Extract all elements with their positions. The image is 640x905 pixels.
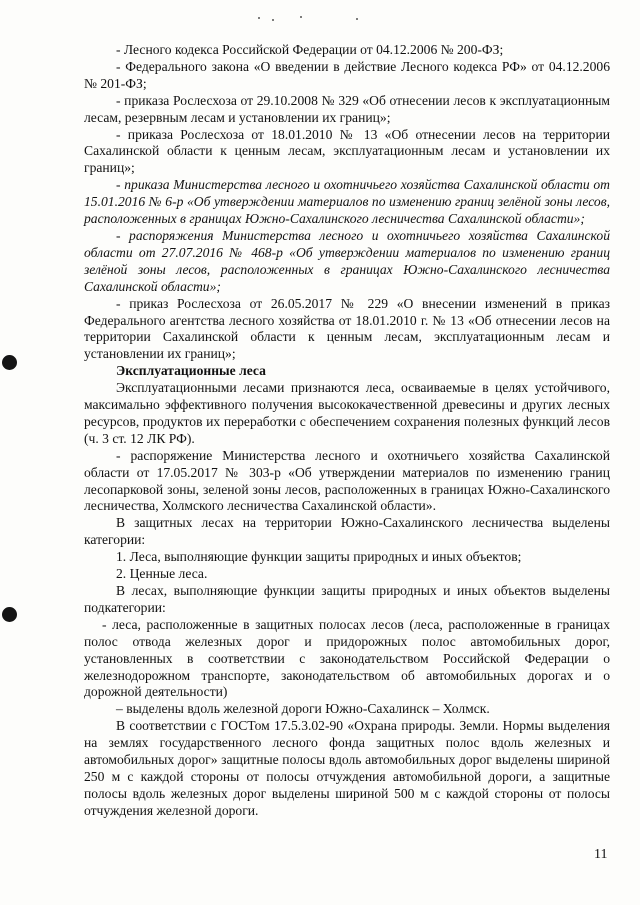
section-heading: Эксплуатационные леса bbox=[116, 363, 266, 379]
paragraph: - приказа Рослесхоза от 29.10.2008 № 329 «Об отнесении лесов к эксплуатационным лесам, резервным лесам и установлении их границ»; bbox=[84, 92, 610, 125]
paragraph: В соответствии с ГОСТом 17.5.3.02-90 «Охрана природы. Земли. Нормы выделения на землях государственного лесного фонда защитных полос вдоль железных и автомобильных дорог» защитные полосы вдоль автомобильных дорог выделены шириной 250 м с каждой стороны от полосы отчуждения автомобильной дороги, а защитные полосы вдоль железных дорог выделены шириной 500 м с каждой стороны от полосы отчуждения железной дороги. bbox=[84, 718, 610, 818]
paragraph-italic: - распоряжения Министерства лесного и охотничьего хозяйства Сахалинской области от 27.07.2016 № 468-р «Об утверждении материалов по изменению границ зелёной зоны лесов, расположенных в границах Южно-Сахалинского лесничества Сахалинской области»; bbox=[84, 227, 610, 294]
paragraph-italic: - приказа Министерства лесного и охотничьего хозяйства Сахалинской области от 15.01.2016 № 6-р «Об утверждении материалов по изменению границ зелёной зоны лесов, расположенных в границах Южно-Сахалинского лесничества Сахалинской области»; bbox=[84, 177, 610, 227]
paragraph: – выделены вдоль железной дороги Южно-Сахалинск – Холмск. bbox=[116, 701, 490, 717]
paragraph: - приказ Рослесхоза от 26.05.2017 № 229 «О внесении изменений в приказ Федерального агентства лесного хозяйства от 18.01.2010 г. № 13 «Об отнесении лесов на территории Сахалинской области к ценным лесам, эксплуатационным лесам и установлении их границ»; bbox=[84, 295, 610, 362]
paragraph: - Федерального закона «О введении в действие Лесного кодекса РФ» от 04.12.2006 № 201-ФЗ; bbox=[84, 58, 610, 91]
paragraph: В лесах, выполняющие функции защиты природных и иных объектов выделены подкатегории: bbox=[84, 583, 610, 615]
punch-hole bbox=[2, 607, 17, 622]
paragraph: - распоряжение Министерства лесного и охотничьего хозяйства Сахалинской области от 17.05.2017 № 303-р «Об утверждении материалов по изменению границ лесопарковой зоны, зеленой зоны лесов, расположенных в границах Южно-Сахалинского лесничества, Холмского лесничества Сахалинской области». bbox=[84, 447, 610, 514]
paragraph: - приказа Рослесхоза от 18.01.2010 № 13 «Об отнесении лесов на территории Сахалинской области к ценным лесам, эксплуатационным лесам и установлении их границ»; bbox=[84, 126, 610, 176]
scan-speck bbox=[356, 18, 358, 20]
list-item: 2. Ценные леса. bbox=[116, 566, 208, 582]
body-text bbox=[84, 42, 610, 820]
scan-speck bbox=[258, 17, 260, 19]
scan-speck bbox=[300, 16, 302, 18]
paragraph: - Лесного кодекса Российской Федерации от 04.12.2006 № 200-ФЗ; bbox=[116, 42, 504, 57]
punch-hole bbox=[2, 355, 17, 370]
scan-speck bbox=[272, 19, 274, 21]
list-item: 1. Леса, выполняющие функции защиты природных и иных объектов; bbox=[116, 549, 522, 565]
paragraph: Эксплуатационными лесами признаются леса, осваиваемые в целях устойчивого, максимально эффективного получения высококачественной древесины и других лесных ресурсов, продуктов их переработки с обеспечением сохранения полезных функций лесов (ч. 3 ст. 12 ЛК РФ). bbox=[84, 380, 610, 446]
paragraph: В защитных лесах на территории Южно-Сахалинского лесничества выделены категории: bbox=[84, 515, 610, 548]
page-number: 11 bbox=[594, 847, 608, 862]
paragraph: - леса, расположенные в защитных полосах лесов (леса, расположенные в границах полос отвода железных дорог и придорожных полос автомобильных дорог, установленных в соответствии с законодательством Российской Федерации о железнодорожном транспорте, законодательством об автомобильных дорогах и о дорожной деятельности) bbox=[84, 616, 610, 700]
